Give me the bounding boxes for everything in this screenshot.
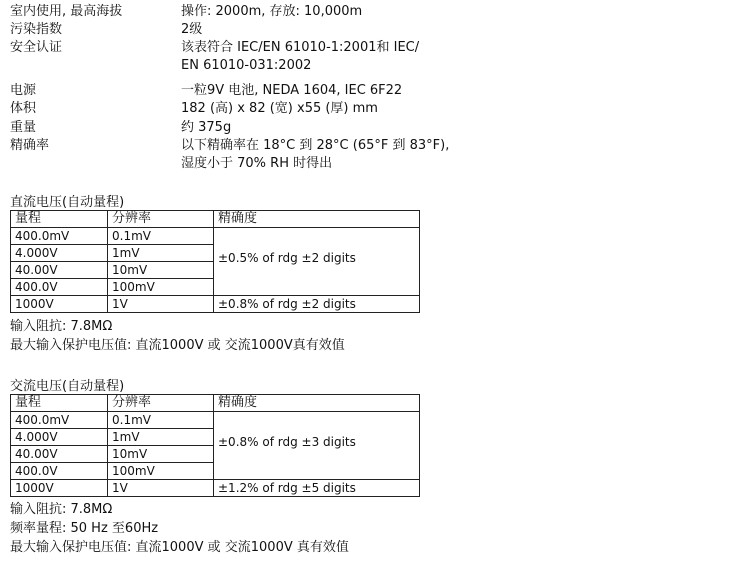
spec-value-safety-cont: EN 61010-031:2002	[181, 58, 312, 73]
header-resolution: 分辨率	[108, 211, 214, 228]
spec-label-safety: 安全认证	[10, 40, 63, 55]
range-cell: 400.0mV	[11, 228, 108, 245]
spec-label-accuracy: 精确率	[10, 138, 50, 153]
range-cell: 4.000V	[11, 429, 108, 446]
resolution-cell: 1V	[108, 480, 214, 497]
resolution-cell: 0.1mV	[108, 412, 214, 429]
spec-value-power: 一粒9V 电池, NEDA 1604, IEC 6F22	[181, 83, 403, 98]
header-range: 量程	[11, 211, 108, 228]
range-cell: 1000V	[11, 480, 108, 497]
spec-value-altitude: 操作: 2000m, 存放: 10,000m	[181, 4, 363, 19]
ac-max-input-protection: 最大输入保护电压值: 直流1000V 或 交流1000V 真有效值	[10, 540, 349, 555]
table-row	[11, 228, 420, 245]
table-header-row	[11, 395, 420, 412]
range-cell: 1000V	[11, 296, 108, 313]
accuracy-cell: ±1.2% of rdg ±5 digits	[214, 480, 420, 497]
accuracy-cell: ±0.5% of rdg ±2 digits	[214, 228, 420, 296]
dc-input-impedance: 输入阻抗: 7.8MΩ	[10, 319, 113, 334]
resolution-cell: 100mV	[108, 279, 214, 296]
resolution-cell: 10mV	[108, 262, 214, 279]
resolution-cell: 1mV	[108, 429, 214, 446]
spec-value-weight: 约 375g	[181, 120, 232, 135]
resolution-cell: 0.1mV	[108, 228, 214, 245]
header-accuracy: 精确度	[214, 211, 420, 228]
spec-value-size: 182 (高) x 82 (宽) x55 (厚) mm	[181, 101, 378, 116]
header-resolution: 分辨率	[108, 395, 214, 412]
table-header-row	[11, 211, 420, 228]
range-cell: 4.000V	[11, 245, 108, 262]
spec-value-safety: 该表符合 IEC/EN 61010-1:2001和 IEC/	[181, 40, 420, 55]
spec-value-accuracy-cont: 湿度小于 70% RH 时得出	[181, 156, 333, 171]
table-row	[11, 480, 420, 497]
range-cell: 400.0mV	[11, 412, 108, 429]
spec-label-altitude: 室内使用, 最高海拔	[10, 4, 123, 19]
range-cell: 400.0V	[11, 463, 108, 480]
range-cell: 40.00V	[11, 262, 108, 279]
accuracy-cell: ±0.8% of rdg ±3 digits	[214, 412, 420, 480]
range-cell: 400.0V	[11, 279, 108, 296]
range-cell: 40.00V	[11, 446, 108, 463]
header-accuracy: 精确度	[214, 395, 420, 412]
spec-value-accuracy: 以下精确率在 18°C 到 28°C (65°F 到 83°F),	[181, 138, 450, 153]
spec-list	[10, 3, 510, 173]
header-range: 量程	[11, 395, 108, 412]
ac-input-impedance: 输入阻抗: 7.8MΩ	[10, 502, 113, 517]
resolution-cell: 1mV	[108, 245, 214, 262]
spec-label-weight: 重量	[10, 120, 37, 135]
resolution-cell: 100mV	[108, 463, 214, 480]
spec-value-pollution: 2级	[181, 22, 203, 37]
resolution-cell: 10mV	[108, 446, 214, 463]
ac-section-title: 交流电压(自动量程)	[10, 379, 125, 394]
accuracy-cell: ±0.8% of rdg ±2 digits	[214, 296, 420, 313]
table-row	[11, 412, 420, 429]
ac-voltage-table	[10, 394, 420, 497]
spec-label-pollution: 污染指数	[10, 22, 63, 37]
dc-voltage-table	[10, 210, 420, 313]
dc-max-input-protection: 最大输入保护电压值: 直流1000V 或 交流1000V真有效值	[10, 338, 345, 353]
resolution-cell: 1V	[108, 296, 214, 313]
dc-section-title: 直流电压(自动量程)	[10, 195, 125, 210]
ac-frequency-range: 频率量程: 50 Hz 至60Hz	[10, 521, 159, 536]
spec-label-size: 体积	[10, 101, 37, 116]
spec-label-power: 电源	[10, 83, 37, 98]
table-row	[11, 296, 420, 313]
